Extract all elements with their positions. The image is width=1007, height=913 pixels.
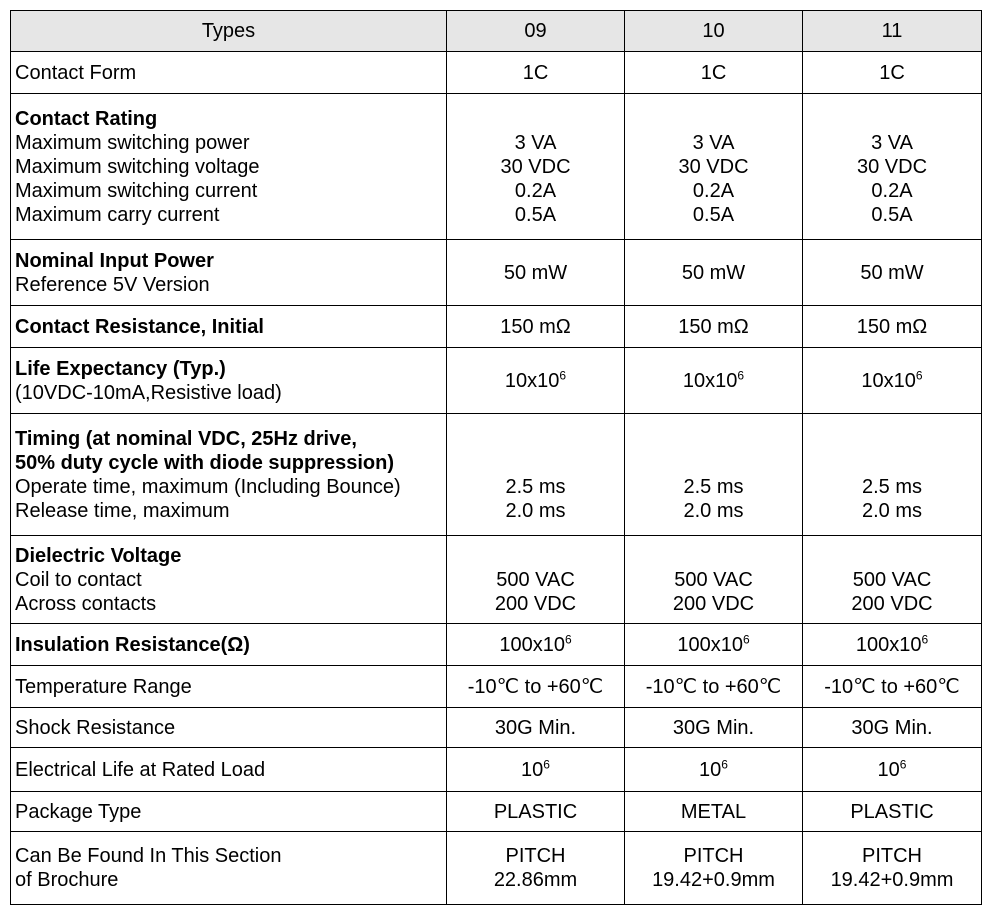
package-type-row: [11, 792, 982, 832]
contact-resistance-value: 150 mΩ: [803, 306, 982, 348]
dielectric-voltage-title: Dielectric Voltage: [15, 544, 182, 567]
types-header: Types: [11, 11, 447, 52]
temperature-range-label: Temperature Range: [11, 666, 447, 708]
nominal-input-power-row: [11, 240, 982, 306]
brochure-value: 19.42+0.9mm: [830, 869, 954, 891]
dielectric-values-10: [625, 536, 803, 624]
brochure-values-09: [447, 832, 625, 905]
rating-value: 0.2A: [871, 179, 913, 202]
brochure-value: 22.86mm: [493, 869, 578, 891]
dielectric-value: 200 VDC: [851, 592, 933, 615]
type-09-header: 09: [447, 11, 625, 52]
rating-value: 30 VDC: [678, 155, 749, 178]
contact-resistance-value: 150 mΩ: [625, 306, 803, 348]
rating-value: 30 VDC: [500, 155, 571, 178]
rating-value: 0.5A: [514, 203, 557, 226]
electrical-life-value: $10^6$: [625, 748, 803, 792]
type-10-header: 10: [625, 11, 803, 52]
package-type-value: PLASTIC: [447, 792, 625, 832]
timing-value: 2.0 ms: [861, 499, 923, 522]
life-expectancy-title: Life Expectancy (Typ.): [15, 357, 226, 380]
electrical-life-row: [11, 748, 982, 792]
dielectric-voltage-label: [11, 536, 447, 624]
rating-value: 0.2A: [692, 179, 735, 202]
brochure-label-line: of Brochure: [15, 869, 119, 891]
temperature-range-value: -10℃ to +60℃: [803, 666, 982, 708]
contact-rating-values-10: [625, 94, 803, 240]
dielectric-value: 200 VDC: [494, 592, 577, 615]
relay-spec-table: [10, 10, 982, 905]
rating-value: 0.5A: [692, 203, 735, 226]
life-expectancy-value: $10x10^6$: [447, 348, 625, 414]
shock-resistance-value: 30G Min.: [625, 708, 803, 748]
insulation-resistance-value: $100x10^6$: [447, 624, 625, 666]
insulation-resistance-label: Insulation Resistance(Ω): [11, 624, 447, 666]
dielectric-value: 500 VAC: [674, 568, 753, 591]
brochure-label-line: Can Be Found In This Section: [15, 845, 282, 867]
contact-form-label: Contact Form: [11, 52, 447, 94]
package-type-value: PLASTIC: [803, 792, 982, 832]
insulation-resistance-value: $100x10^6$: [803, 624, 982, 666]
life-expectancy-label: [11, 348, 447, 414]
temperature-range-value: -10℃ to +60℃: [447, 666, 625, 708]
life-expectancy-value: $10x10^6$: [625, 348, 803, 414]
shock-resistance-row: [11, 708, 982, 748]
contact-form-value: 1C: [625, 52, 803, 94]
electrical-life-value: $10^6$: [447, 748, 625, 792]
rating-value: 3 VA: [514, 131, 557, 154]
package-type-value: METAL: [625, 792, 803, 832]
timing-value: 2.5 ms: [683, 475, 744, 498]
coil-to-contact-label: Coil to contact: [15, 568, 142, 591]
max-switching-current-label: Maximum switching current: [15, 179, 258, 202]
contact-form-value: 1C: [447, 52, 625, 94]
timing-value: 2.0 ms: [505, 499, 566, 522]
max-switching-power-label: Maximum switching power: [15, 131, 250, 154]
contact-form-row: [11, 52, 982, 94]
brochure-values-11: [803, 832, 982, 905]
insulation-resistance-value: $100x10^6$: [625, 624, 803, 666]
shock-resistance-label: Shock Resistance: [11, 708, 447, 748]
contact-resistance-value: 150 mΩ: [447, 306, 625, 348]
rating-value: 3 VA: [692, 131, 735, 154]
nominal-input-power-value: 50 mW: [447, 240, 625, 306]
operate-time-label: Operate time, maximum (Including Bounce): [15, 475, 401, 498]
release-time-label: Release time, maximum: [15, 499, 230, 522]
dielectric-value: 500 VAC: [852, 568, 932, 591]
contact-rating-label: [11, 94, 447, 240]
dielectric-value: 500 VAC: [496, 568, 575, 591]
max-switching-voltage-label: Maximum switching voltage: [15, 155, 260, 178]
timing-title: 50% duty cycle with diode suppression): [15, 451, 394, 474]
shock-resistance-value: 30G Min.: [447, 708, 625, 748]
electrical-life-label: Electrical Life at Rated Load: [11, 748, 447, 792]
contact-rating-values-11: [803, 94, 982, 240]
timing-row: [11, 414, 982, 536]
rating-value: 30 VDC: [856, 155, 928, 178]
timing-value: 2.5 ms: [505, 475, 566, 498]
dielectric-values-09: [447, 536, 625, 624]
timing-title: Timing (at nominal VDC, 25Hz drive,: [15, 427, 357, 450]
rating-value: 0.2A: [514, 179, 557, 202]
nominal-input-power-label: [11, 240, 447, 306]
insulation-resistance-row: [11, 624, 982, 666]
dielectric-voltage-row: [11, 536, 982, 624]
dielectric-value: 200 VDC: [672, 592, 755, 615]
rating-value: 3 VA: [871, 131, 913, 154]
shock-resistance-value: 30G Min.: [803, 708, 982, 748]
contact-rating-title: Contact Rating: [15, 107, 158, 130]
temperature-range-row: [11, 666, 982, 708]
timing-values-11: [803, 414, 982, 536]
brochure-values-10: [625, 832, 803, 905]
nominal-input-power-title: Nominal Input Power: [15, 249, 214, 272]
contact-resistance-label: Contact Resistance, Initial: [11, 306, 447, 348]
temperature-range-value: -10℃ to +60℃: [625, 666, 803, 708]
nominal-input-power-sub: Reference 5V Version: [15, 273, 210, 296]
nominal-input-power-value: 50 mW: [625, 240, 803, 306]
brochure-row: [11, 832, 982, 905]
life-expectancy-sub: (10VDC-10mA,Resistive load): [15, 381, 282, 404]
brochure-value: PITCH: [683, 845, 744, 867]
timing-label: [11, 414, 447, 536]
brochure-value: 19.42+0.9mm: [652, 869, 775, 891]
life-expectancy-value: $10x10^6$: [803, 348, 982, 414]
package-type-label: Package Type: [11, 792, 447, 832]
contact-form-value: 1C: [803, 52, 982, 94]
contact-rating-row: [11, 94, 982, 240]
nominal-input-power-value: 50 mW: [803, 240, 982, 306]
contact-resistance-row: [11, 306, 982, 348]
type-11-header: 11: [803, 11, 982, 52]
timing-value: 2.5 ms: [861, 475, 923, 498]
brochure-label: [11, 832, 447, 905]
max-carry-current-label: Maximum carry current: [15, 203, 220, 226]
timing-value: 2.0 ms: [683, 499, 744, 522]
rating-value: 0.5A: [871, 203, 913, 226]
timing-values-09: [447, 414, 625, 536]
across-contacts-label: Across contacts: [15, 592, 157, 615]
dielectric-values-11: [803, 536, 982, 624]
contact-rating-values-09: [447, 94, 625, 240]
brochure-value: PITCH: [862, 845, 922, 867]
brochure-value: PITCH: [505, 845, 566, 867]
life-expectancy-row: [11, 348, 982, 414]
timing-values-10: [625, 414, 803, 536]
electrical-life-value: $10^6$: [803, 748, 982, 792]
header-row: [11, 11, 982, 52]
